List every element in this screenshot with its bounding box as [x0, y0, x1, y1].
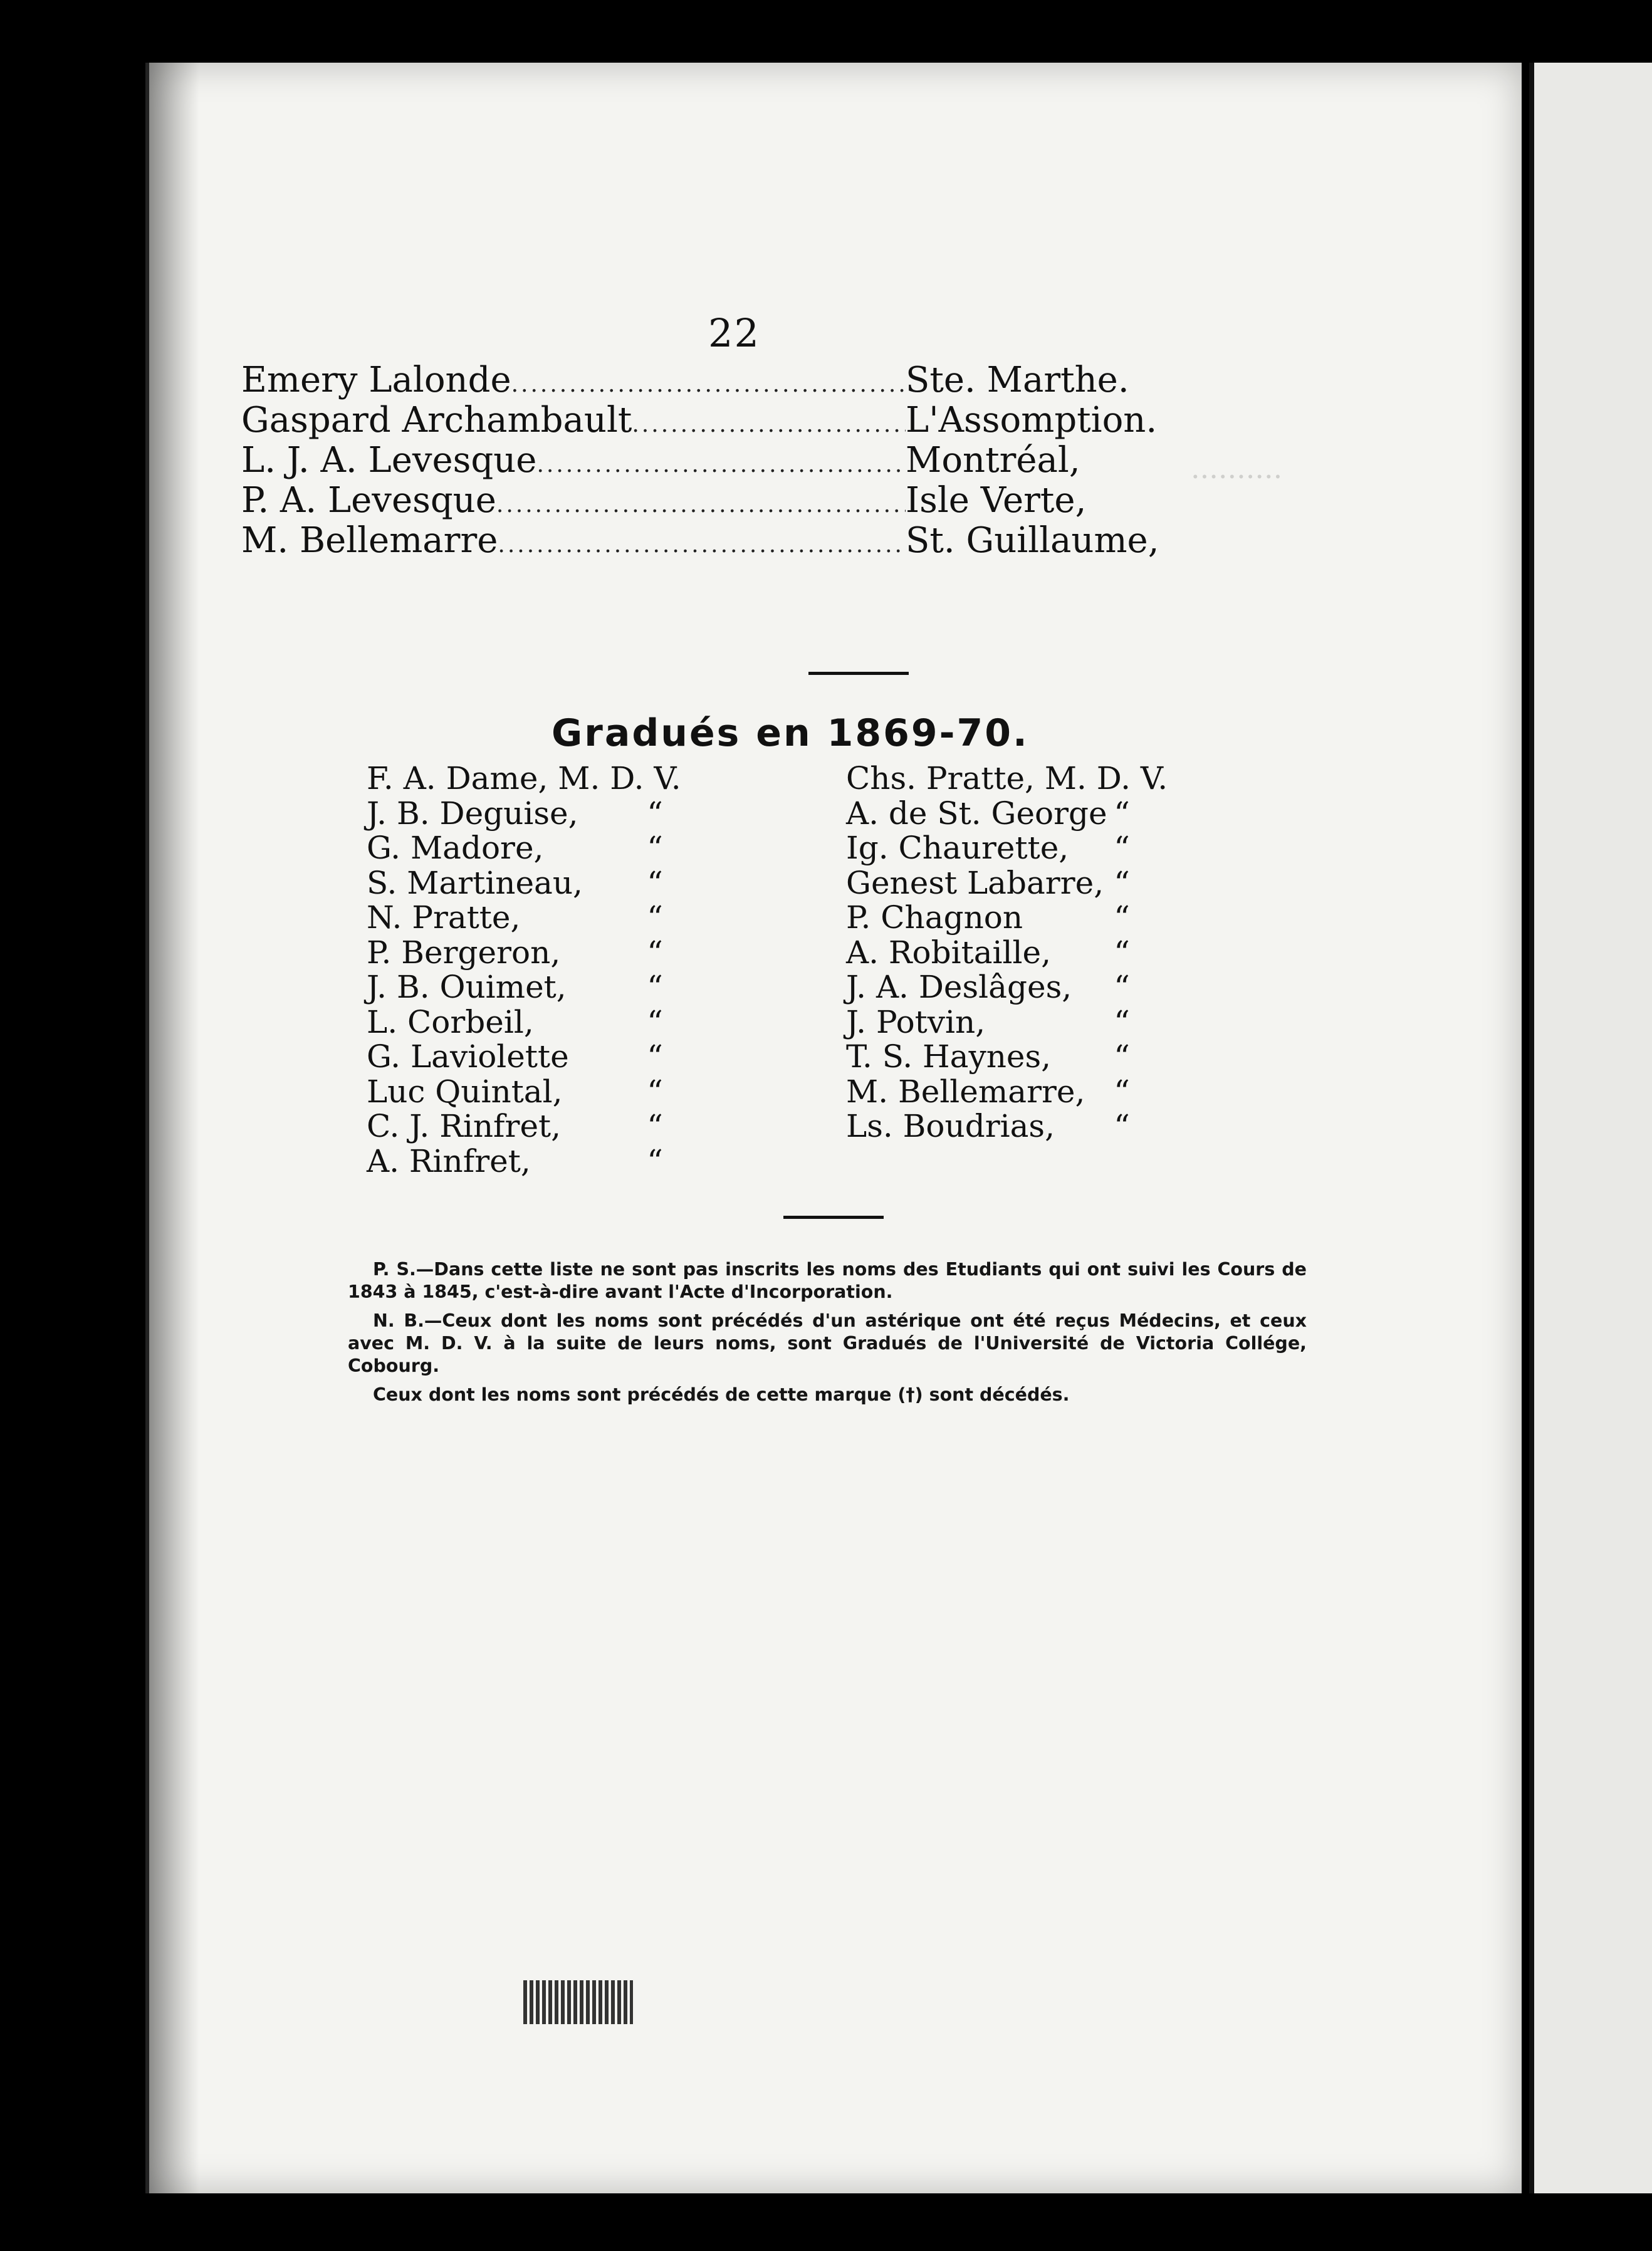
- ditto-mark: “: [647, 934, 663, 971]
- entry-name: M. Bellemarre: [241, 520, 498, 561]
- ditto-mark: “: [647, 1038, 663, 1075]
- ditto-mark: “: [647, 969, 663, 1005]
- graduates-right-ditto-column: [1094, 761, 1150, 1144]
- ditto-mark: “: [1114, 969, 1130, 1005]
- ditto-mark: “: [1114, 934, 1130, 971]
- entry-place: St. Guillaume,: [906, 520, 1159, 561]
- note-nb: N. B.—Ceux dont les noms sont précédés d'un astérique ont été reçus Médecins, et ceux avec M. D. V. à la suite de leurs noms, sont Gradués de l'Université de Victoria Collége, Cobourg.: [348, 1310, 1307, 1376]
- dot-leader: [498, 525, 906, 565]
- top-entry-row: [241, 360, 1169, 400]
- dot-leader: [632, 405, 906, 445]
- adjacent-page-edge: [1529, 63, 1652, 2193]
- ditto-mark: “: [1114, 1073, 1130, 1110]
- graduates-left-column: [367, 760, 681, 1179]
- graduate-name: T. S. Haynes,: [846, 1038, 1052, 1075]
- graduate-name: J. B. Ouimet,: [367, 969, 567, 1005]
- graduate-name: Genest Labarre,: [846, 864, 1104, 901]
- top-entry-row: [241, 441, 1169, 481]
- ditto-mark: “: [1114, 1003, 1130, 1040]
- footnotes: [348, 1258, 1307, 1413]
- graduate-name: M. Bellemarre,: [846, 1073, 1085, 1110]
- graduate-name: Ls. Boudrias,: [846, 1108, 1055, 1144]
- ditto-mark: “: [1114, 1038, 1130, 1075]
- ditto-mark: “: [647, 830, 663, 866]
- graduate-name: N. Pratte,: [367, 899, 521, 936]
- ditto-mark: “: [647, 1073, 663, 1110]
- ditto-mark: “: [647, 1108, 663, 1144]
- ditto-mark: “: [647, 1142, 663, 1179]
- graduate-name: G. Madore,: [367, 830, 544, 866]
- dot-leader: [496, 485, 906, 525]
- graduate-name: L. Corbeil,: [367, 1003, 534, 1040]
- top-entry-row: [241, 521, 1169, 561]
- graduate-name: P. Chagnon: [846, 899, 1023, 936]
- entry-name: Emery Lalonde: [241, 360, 511, 400]
- ditto-mark: “: [647, 899, 663, 936]
- entry-place: Montréal,: [906, 440, 1080, 481]
- graduate-name: A. de St. George: [846, 795, 1107, 832]
- section-divider: [808, 672, 909, 675]
- graduate-name: P. Bergeron,: [367, 934, 561, 971]
- graduate-name: G. Laviolette: [367, 1038, 569, 1075]
- graduate-name: A. Robitaille,: [846, 934, 1052, 971]
- graduate-name: Luc Quintal,: [367, 1073, 563, 1110]
- ditto-mark: “: [1114, 830, 1130, 866]
- graduate-name: J. A. Deslâges,: [846, 969, 1072, 1005]
- entry-place: L'Assomption.: [906, 400, 1158, 441]
- ditto-mark: [630, 761, 680, 796]
- top-entry-row: [241, 481, 1169, 521]
- ditto-mark: “: [647, 1003, 663, 1040]
- entry-name: L. J. A. Levesque: [241, 440, 537, 481]
- top-entry-row: [241, 400, 1169, 441]
- dot-leader: [511, 365, 906, 405]
- entry-name: Gaspard Archambault: [241, 400, 632, 441]
- page-number: 22: [708, 310, 760, 356]
- ditto-mark: “: [647, 864, 663, 901]
- ditto-mark: [1094, 761, 1150, 796]
- graduate-name: F. A. Dame, M. D. V.: [367, 760, 681, 796]
- graduate-name: S. Martineau,: [367, 864, 583, 901]
- entry-place: Ste. Marthe.: [906, 360, 1129, 400]
- library-stamp-mark: [523, 1980, 633, 2024]
- ditto-mark: “: [1114, 795, 1130, 832]
- graduates-left-ditto-column: [630, 761, 680, 1179]
- section-divider: [783, 1216, 884, 1219]
- section-title: Gradués en 1869-70.: [552, 711, 1029, 755]
- graduate-name: A. Rinfret,: [367, 1142, 531, 1179]
- dot-leader: [536, 445, 906, 485]
- entry-name: P. A. Levesque: [241, 480, 496, 521]
- graduate-name: J. B. Deguise,: [367, 795, 578, 832]
- graduate-name: C. J. Rinfret,: [367, 1108, 562, 1144]
- ditto-mark: “: [1114, 1108, 1130, 1144]
- ditto-mark: “: [647, 795, 663, 832]
- graduate-name: Chs. Pratte, M. D. V.: [846, 760, 1168, 796]
- ditto-mark: “: [1114, 899, 1130, 936]
- graduate-name: Ig. Chaurette,: [846, 830, 1069, 866]
- page-gutter-shadow: [149, 63, 199, 2193]
- note-ps: P. S.—Dans cette liste ne sont pas inscrits les noms des Etudiants qui ont suivi les Cours de 1843 à 1845, c'est-à-dire avant l'Acte d'Incorporation.: [348, 1259, 1307, 1302]
- graduate-name: J. Potvin,: [846, 1003, 986, 1040]
- graduates-right-column: [846, 760, 1168, 1144]
- entry-place: Isle Verte,: [906, 480, 1087, 521]
- ditto-mark: “: [1114, 864, 1130, 901]
- note-deceased: Ceux dont les noms sont précédés de cette marque (†) sont décédés.: [373, 1384, 1070, 1405]
- top-entry-list: [241, 360, 1169, 561]
- bleed-through-text: ..........: [1191, 451, 1283, 485]
